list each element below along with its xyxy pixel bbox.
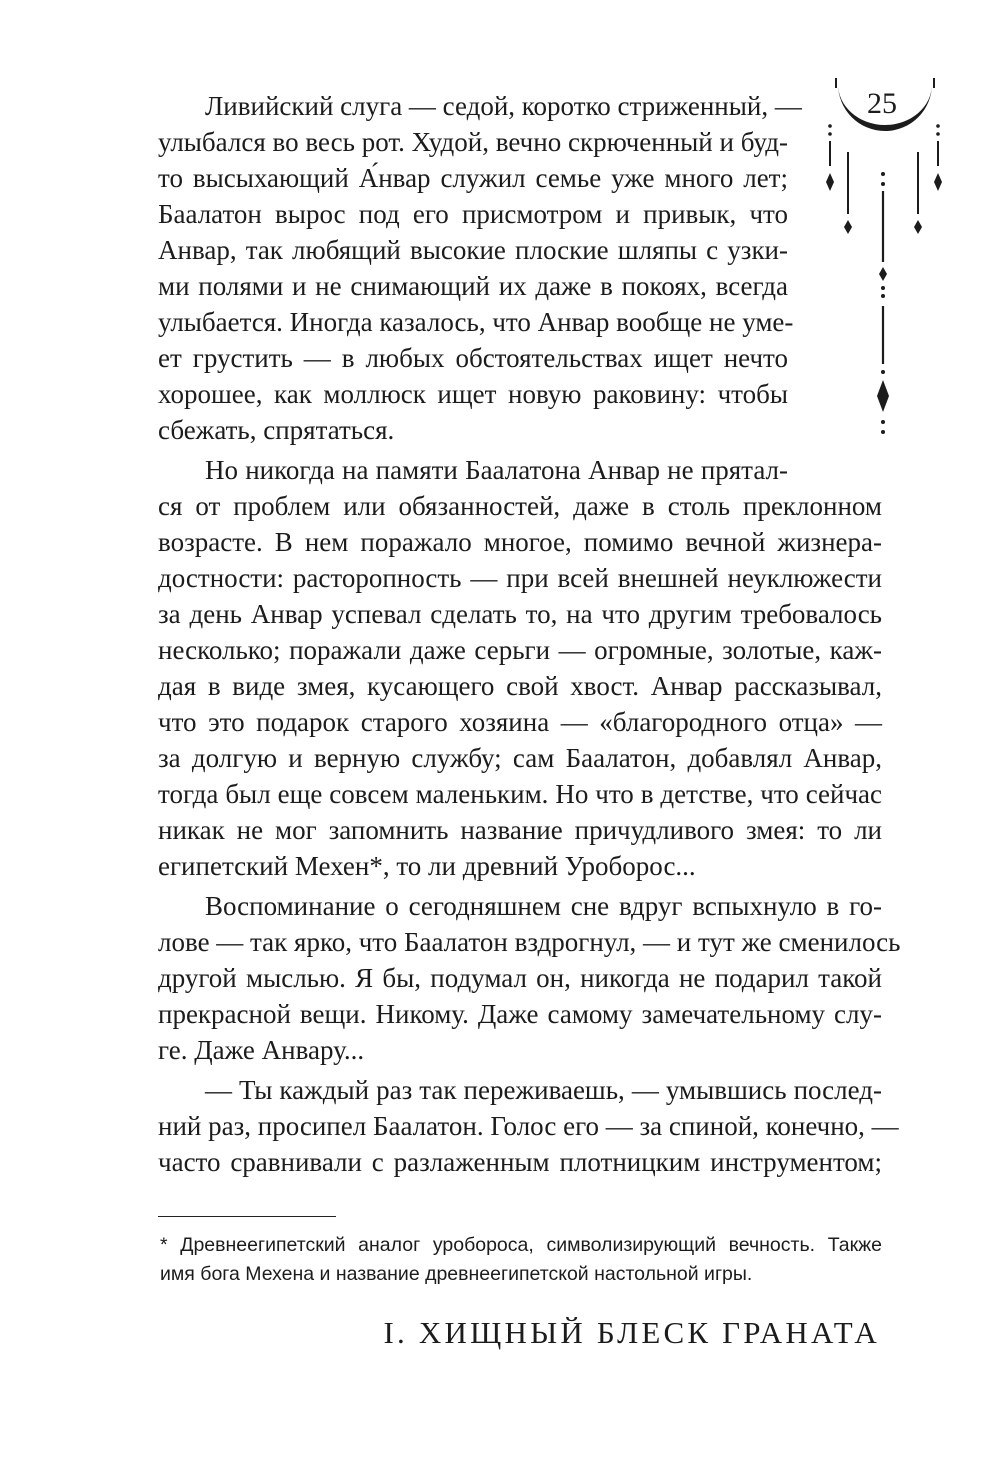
running-head: I. ХИЩНЫЙ БЛЕСК ГРАНАТА	[383, 1315, 880, 1350]
body-line: то высыхающий А́нвар служил семье уже много лет;	[158, 163, 788, 193]
body-line: часто сравнивали с разлаженным плотницким инструментом;	[158, 1147, 882, 1177]
body-line: ний раз, просипел Баалатон. Голос его — за спиной, конечно, —	[158, 1111, 899, 1141]
body-line: прекрасной вещи. Никому. Даже самому замечательному слу-	[158, 999, 882, 1029]
body-line: достности: расторопность — при всей внешней неуклюжести	[158, 563, 882, 593]
page-number: 25	[867, 87, 897, 120]
footnote-rule	[158, 1216, 336, 1217]
body-line: ми полями и не снимающий их даже в покоях, всегда	[158, 271, 788, 301]
body-line: Баалатон вырос под его присмотром и привык, что	[158, 199, 788, 229]
body-line: ет грустить — в любых обстоятельствах ищет нечто	[158, 343, 788, 373]
body-line: ге. Даже Анвару...	[158, 1035, 365, 1065]
body-line: Но никогда на памяти Баалатона Анвар не прятал-	[205, 455, 788, 485]
body-line: ся от проблем или обязанностей, даже в столь преклонном	[158, 491, 882, 521]
body-line: — Ты каждый раз так переживаешь, — умывшись послед-	[205, 1075, 882, 1105]
body-line: хорошее, как моллюск ищет новую раковину: чтобы	[158, 379, 788, 409]
body-line: улыбается. Иногда казалось, что Анвар вообще не уме-	[158, 307, 794, 337]
body-line: Ливийский слуга — седой, коротко стриженный, —	[205, 91, 802, 121]
body-line: улыбался во весь рот. Худой, вечно скрюченный и буд-	[158, 127, 788, 157]
body-line: сбежать, спрятаться.	[158, 415, 395, 445]
body-line: никак не мог запомнить название причудливого змея: то ли	[158, 815, 882, 845]
crescent-moon-pendants-icon	[820, 74, 950, 444]
body-line: дая в виде змея, кусающего свой хвост. Анвар рассказывал,	[158, 671, 882, 701]
footnote-line: * Древнеегипетский аналог уробороса, символизирующий вечность. Также	[160, 1234, 882, 1256]
body-line: за день Анвар успевал сделать то, на что другим требовалось	[158, 599, 882, 629]
body-line: что это подарок старого хозяина — «благородного отца» —	[158, 707, 882, 737]
body-line: Анвар, так любящий высокие плоские шляпы с узки-	[158, 235, 788, 265]
body-line: за долгую и верную службу; сам Баалатон, добавлял Анвар,	[158, 743, 882, 773]
body-line: несколько; поражали даже серьги — огромные, золотые, каж-	[158, 635, 882, 665]
body-line: египетский Мехен*, то ли древний Уроборос...	[158, 851, 696, 881]
body-line: другой мыслью. Я бы, подумал он, никогда не подарил такой	[158, 963, 882, 993]
body-line: лове — так ярко, что Баалатон вздрогнул, — и тут же сменилось	[158, 927, 901, 957]
footnote-line: имя бога Мехена и название древнеегипетской настольной игры.	[160, 1263, 753, 1285]
body-line: Воспоминание о сегодняшнем сне вдруг вспыхнуло в го-	[205, 891, 882, 921]
body-line: тогда был еще совсем маленьким. Но что в детстве, что сейчас	[158, 779, 882, 809]
body-line: возрасте. В нем поражало многое, помимо вечной жизнера-	[158, 527, 882, 557]
